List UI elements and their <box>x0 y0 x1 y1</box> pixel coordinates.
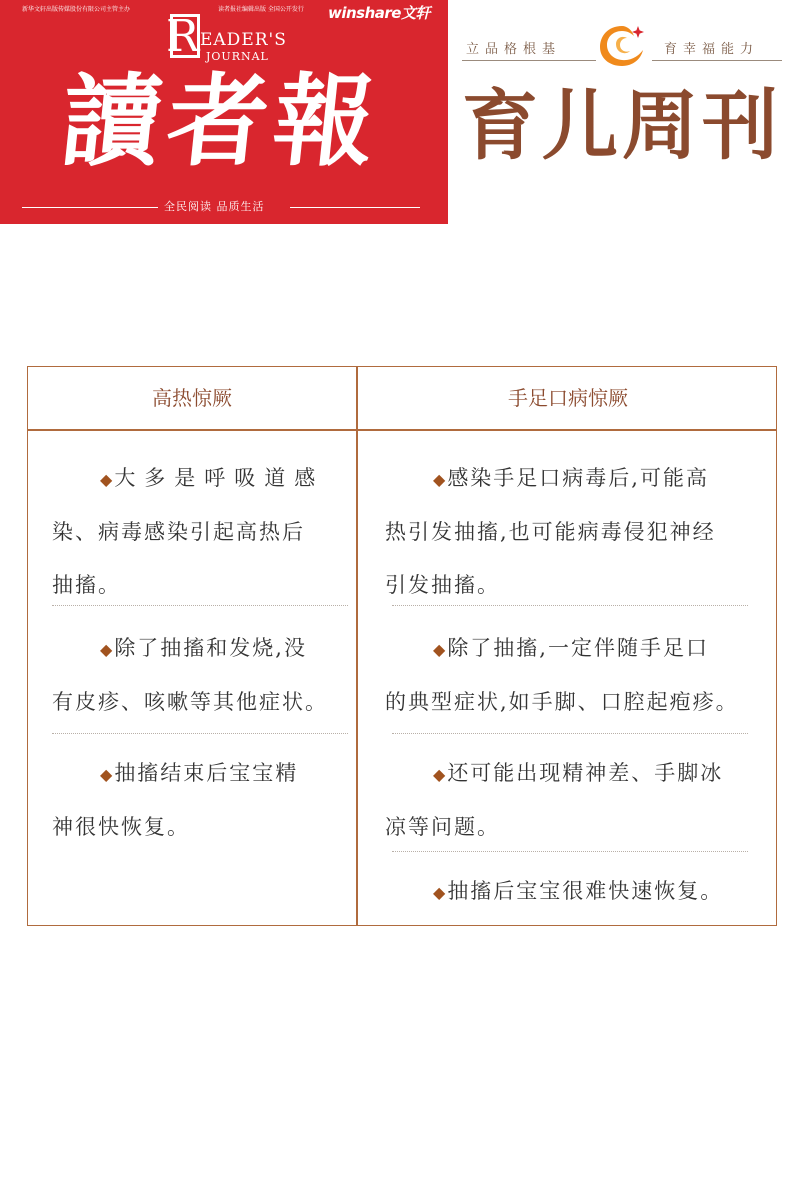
right-separator-3 <box>392 851 748 852</box>
comparison-table <box>27 366 777 926</box>
right-item-1-line-2: 热引发抽搐,也可能病毒侵犯神经 <box>385 520 716 544</box>
readers-logo-text: EADER'S <box>200 30 287 50</box>
left-item-2-line-2: 有皮疹、咳嗽等其他症状。 <box>52 690 328 714</box>
diamond-bullet-icon: ◆ <box>433 883 446 902</box>
publisher-note: 新华文轩出版传媒股份有限公司主管主办 <box>22 6 131 13</box>
diamond-bullet-icon: ◆ <box>100 765 113 784</box>
right-item-2 <box>385 622 765 729</box>
header-high-fever-convulsion: 高热惊厥 <box>152 386 232 410</box>
newspaper-slogan: 全民阅读 品质生活 <box>164 200 265 213</box>
readers-journal-masthead <box>0 0 448 224</box>
left-item-3 <box>52 747 352 854</box>
left-item-3-line-2: 神很快恢复。 <box>52 815 190 839</box>
right-item-2-line-1: 除了抽搐,一定伴随手足口 <box>447 636 709 660</box>
right-separator-1 <box>392 605 748 606</box>
right-item-3 <box>385 747 765 854</box>
left-separator-1 <box>52 605 348 606</box>
left-item-1-line-1: 大多是呼吸道感 <box>114 466 325 490</box>
distribution-note: 读者报社编辑出版 全国公开发行 <box>218 6 304 13</box>
readers-logo-r: R <box>166 11 200 62</box>
slogan-rule-right <box>290 207 420 208</box>
right-item-2-line-2: 的典型症状,如手脚、口腔起疱疹。 <box>385 690 739 714</box>
diamond-bullet-icon: ◆ <box>100 470 113 489</box>
motto-right: 育幸福能力 <box>664 42 760 57</box>
left-separator-2 <box>52 733 348 734</box>
motto-left: 立品格根基 <box>466 42 562 57</box>
right-item-4-line-1: 抽搐后宝宝很难快速恢复。 <box>447 879 724 903</box>
right-item-1-line-1: 感染手足口病毒后,可能高 <box>447 466 709 490</box>
diamond-bullet-icon: ◆ <box>433 765 446 784</box>
right-item-3-line-1: 还可能出现精神差、手脚冰 <box>447 761 724 785</box>
motto-rule-left <box>462 60 596 61</box>
right-item-1-line-3: 引发抽搐。 <box>385 573 500 597</box>
right-item-4 <box>385 865 765 919</box>
diamond-bullet-icon: ◆ <box>433 470 446 489</box>
left-item-1-line-3: 抽搐。 <box>52 573 121 597</box>
right-separator-2 <box>392 733 748 734</box>
left-item-2 <box>52 622 352 729</box>
diamond-bullet-icon: ◆ <box>433 640 446 659</box>
column-divider <box>356 367 358 925</box>
motto-rule-right <box>652 60 782 61</box>
weekly-title: 育儿周刊 <box>462 81 782 170</box>
diamond-bullet-icon: ◆ <box>100 640 113 659</box>
journal-logo-text: JOURNAL <box>206 50 269 63</box>
left-item-1 <box>52 452 352 612</box>
newspaper-title: 讀者報 <box>55 62 387 180</box>
winshare-brand: winshare文轩 <box>328 4 430 22</box>
left-item-3-line-1: 抽搐结束后宝宝精 <box>114 761 299 785</box>
right-item-3-line-2: 凉等问题。 <box>385 815 500 839</box>
right-item-1 <box>385 452 765 612</box>
slogan-rule-left <box>22 207 158 208</box>
header-hfmd-convulsion: 手足口病惊厥 <box>508 386 628 410</box>
weekly-logo-icon <box>596 22 648 68</box>
left-item-1-line-2: 染、病毒感染引起高热后 <box>52 520 305 544</box>
header-divider <box>28 429 776 431</box>
left-item-2-line-1: 除了抽搐和发烧,没 <box>114 636 307 660</box>
